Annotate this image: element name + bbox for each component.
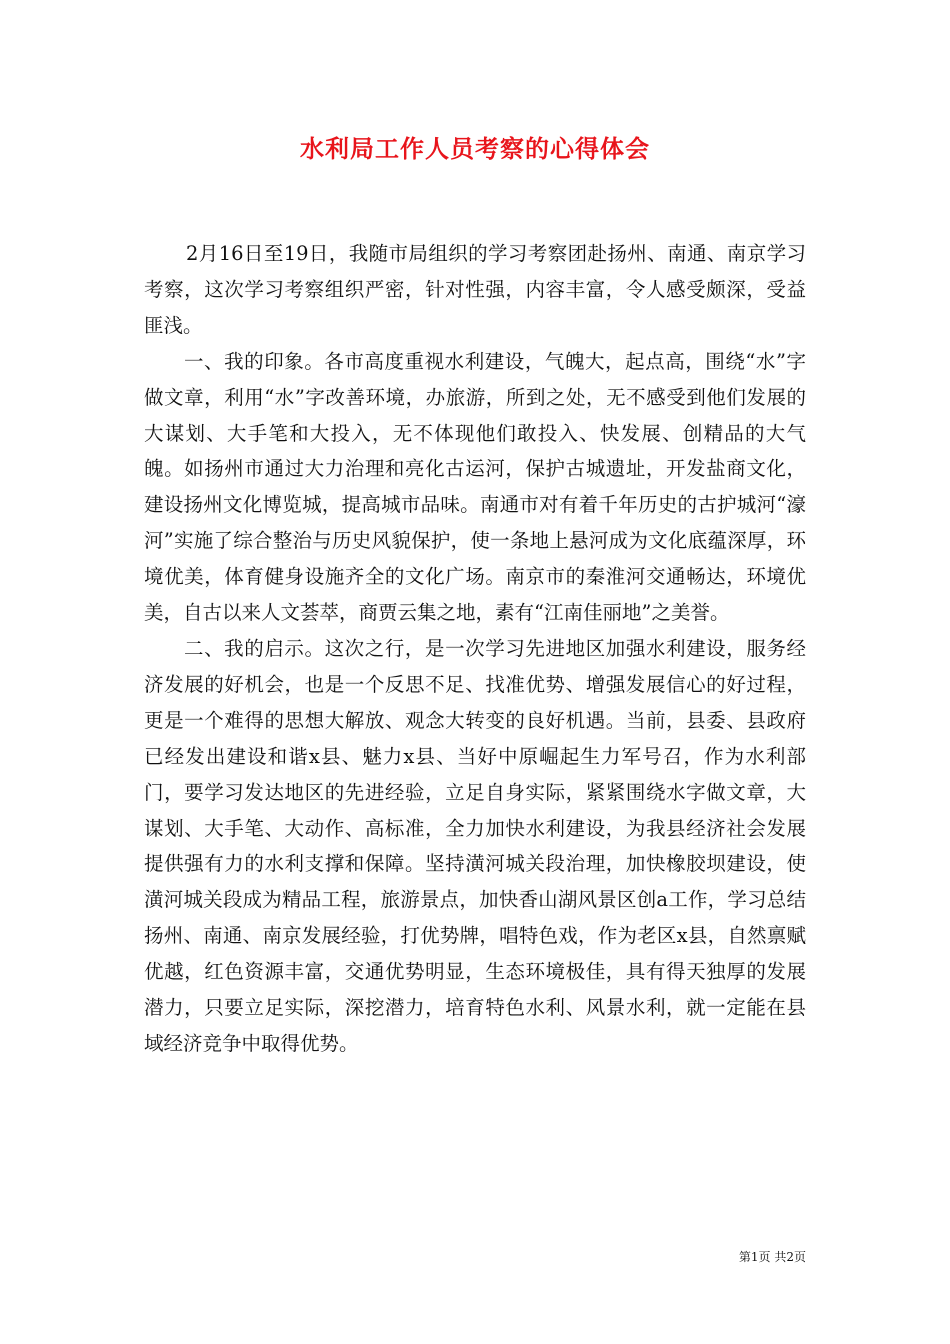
paragraph-impression: 一、我的印象。各市高度重视水利建设，气魄大，起点高，围绕“水”字做文章，利用“水”字改善环境，办旅游，所到之处，无不感受到他们发展的大谋划、大手笔和大投入，无不体现他们敢投入、快发展、创精品的大气魄。如扬州市通过大力治理和亮化古运河，保护古城遗址，开发盐商文化，建设扬州文化博览城，提高城市品味。南通市对有着千年历史的古护城河“濠河”实施了综合整治与历史风貌保护，使一条地上悬河成为文化底蕴深厚，环境优美，体育健身设施齐全的文化广场。南京市的秦淮河交通畅达，环境优美，自古以来人文荟萃，商贾云集之地，素有“江南佳丽地”之美誉。 — [144, 349, 806, 625]
paragraph-inspiration: 二、我的启示。这次之行，是一次学习先进地区加强水利建设，服务经济发展的好机会，也是一个反思不足、找准优势、增强发展信心的好过程，更是一个难得的思想大解放、观念大转变的良好机遇。当前，县委、县政府已经发出建设和谐x县、魅力x县、当好中原崛起生力军号召，作为水利部门，要学习发达地区的先进经验，立足自身实际，紧紧围绕水字做文章，大谋划、大手笔、大动作、高标准，全力加快水利建设，为我县经济社会发展提供强有力的水利支撑和保障。坚持潢河城关段治理，加快橡胶坝建设，使潢河城关段成为精品工程，旅游景点，加快香山湖风景区创a工作，学习总结扬州、南通、南京发展经验，打优势牌，唱特色戏，作为老区x县，自然禀赋优越，红色资源丰富，交通优势明显，生态环境极佳，具有得天独厚的发展潜力，只要立足实际，深挖潜力，培育特色水利、风景水利，就一定能在县域经济竞争中取得优势。 — [144, 636, 806, 1055]
document-body — [144, 236, 806, 1062]
paragraph-intro: 2月16日至19日，我随市局组织的学习考察团赴扬州、南通、南京学习考察，这次学习考察组织严密，针对性强，内容丰富，令人感受颇深，受益匪浅。 — [144, 242, 806, 337]
page-indicator: 第1页 共2页 — [738, 1250, 806, 1264]
document-title: 水利局工作人员考察的心得体会 — [300, 134, 650, 163]
